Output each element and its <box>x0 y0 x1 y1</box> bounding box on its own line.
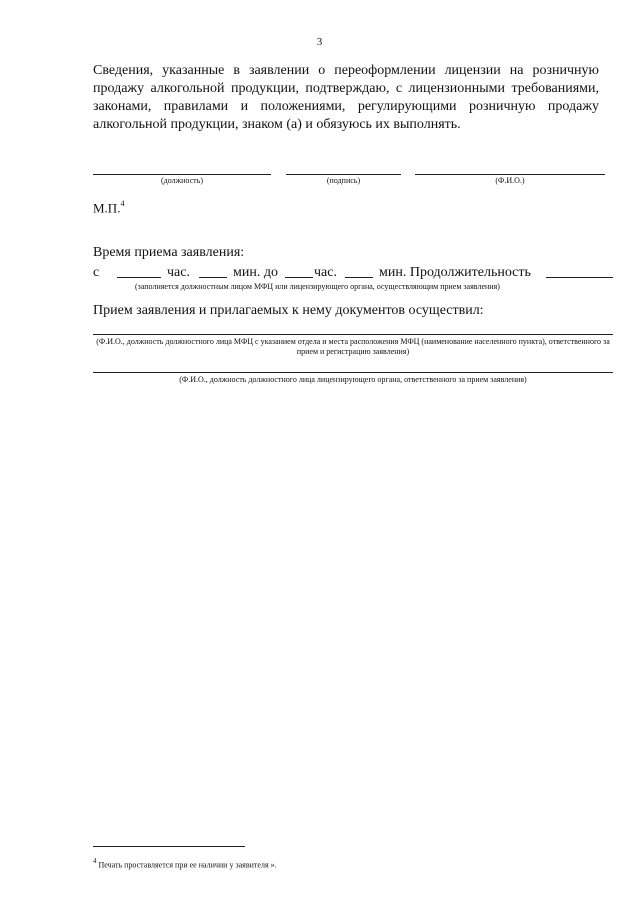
statement-paragraph: Сведения, указанные в заявлении о переоформлении лицензии на розничную продажу алкогольной продукции, подтверждаю, с лицензионными требованиями, законами, правилами и положениями, регулирующими розничную продажу алкогольной продукции, знаком (а) и обязуюсь их выполнять. <box>93 63 599 132</box>
full-name-line[interactable] <box>415 158 605 175</box>
footnote-text: Печать проставляется при ее наличии у заявителя ». <box>98 860 277 870</box>
footnote-mark: 4 <box>93 857 97 865</box>
signature-line[interactable] <box>286 158 401 175</box>
page-number: 3 <box>316 36 323 48</box>
position-line[interactable] <box>93 158 271 175</box>
position-caption: (должность) <box>161 176 203 185</box>
mfc-officer-line[interactable] <box>93 334 613 335</box>
end-hour-blank[interactable] <box>285 265 313 278</box>
stamp-footnote-mark: 4 <box>120 199 125 208</box>
full-name-caption: (Ф.И.О.) <box>495 176 525 185</box>
authority-officer-line[interactable] <box>93 372 613 373</box>
signature-name-column <box>415 158 605 185</box>
receipt-time-row <box>93 263 613 281</box>
stamp-text: М.П. <box>93 200 121 216</box>
duration-blank[interactable] <box>546 265 613 278</box>
duration-label: мин. Продолжительность <box>379 265 531 280</box>
minutes-to-label: мин. до <box>233 265 278 280</box>
hours-label-1: час. <box>167 265 190 280</box>
receipt-time-note: (заполняется должностным лицом МФЦ или лицензирующего органа, осуществляющим прием заявления) <box>135 282 500 291</box>
signature-sign-column <box>286 158 401 185</box>
authority-officer-note: (Ф.И.О., должность должностного лица лицензирующего органа, ответственного за прием заявления) <box>179 375 527 384</box>
signature-block <box>93 158 605 190</box>
start-hour-blank[interactable] <box>117 265 161 278</box>
hours-label-2: час. <box>314 265 337 280</box>
stamp-label <box>93 200 124 216</box>
start-minute-blank[interactable] <box>199 265 227 278</box>
signature-position-column <box>93 158 271 185</box>
footnote <box>93 858 277 870</box>
from-label: с <box>93 265 100 280</box>
signature-caption: (подпись) <box>326 176 361 185</box>
received-title: Прием заявления и прилагаемых к нему документов осуществил: <box>93 303 484 318</box>
footnote-rule <box>93 846 245 847</box>
mfc-officer-note: (Ф.И.О., должность должностного лица МФЦ с указанием отдела и места расположения МФЦ (наименование населенного пункта), ответственного за прием и регистрацию заявления) <box>96 337 610 356</box>
receipt-time-title: Время приема заявления: <box>93 245 245 260</box>
end-minute-blank[interactable] <box>345 265 373 278</box>
